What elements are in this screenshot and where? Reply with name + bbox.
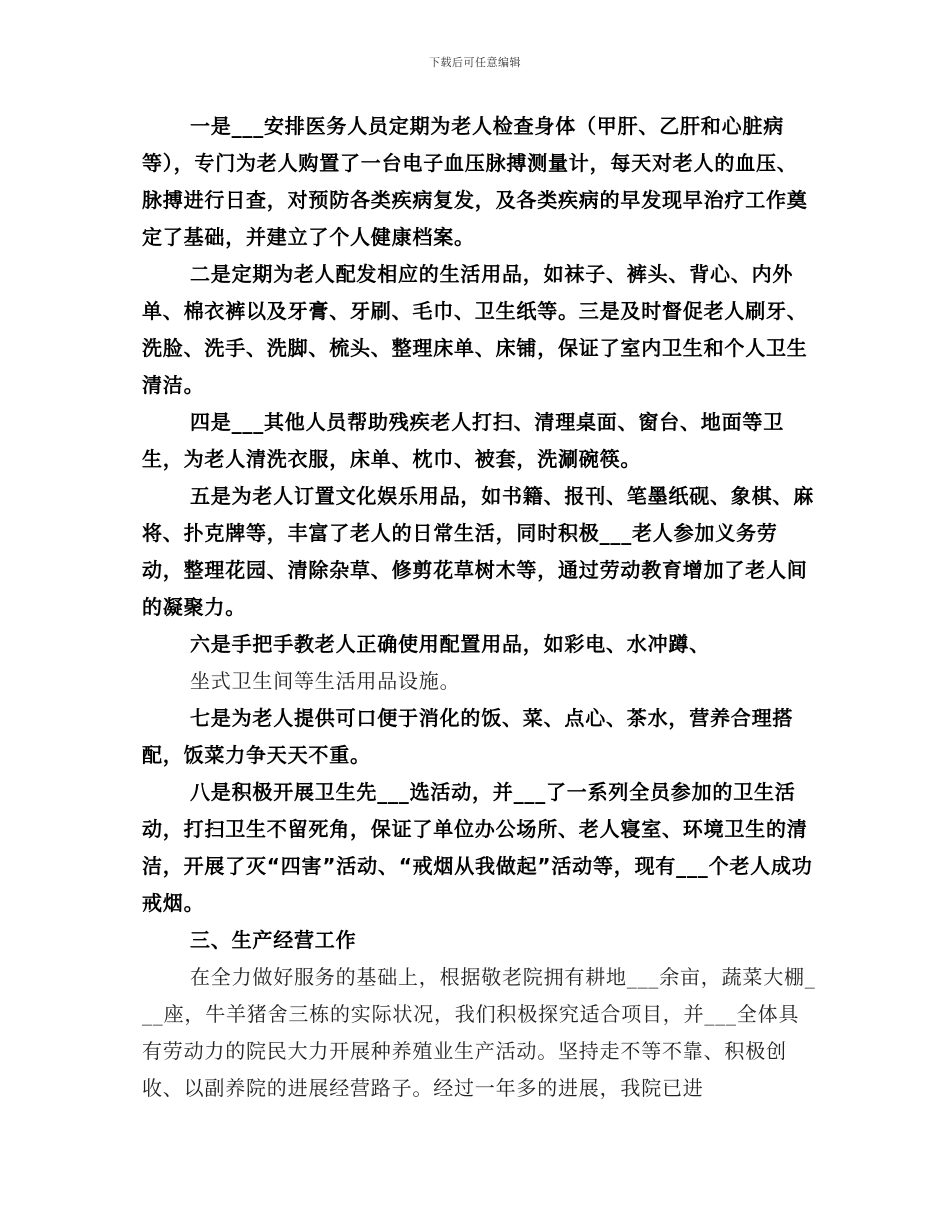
section-heading: 三、生产经营工作 (190, 928, 357, 952)
paragraph-8: 在全力做好服务的基础上，根据敬老院拥有耕地___余亩，蔬菜大棚___座，牛羊猪舍三栋的实际状况，我们积极探究适合项目，并___全体具有劳动力的院民大力开展种养殖业生产活动。坚持走不等不靠、积极创收、以副养院的进展经营路子。经过一年多的进展，我院已进 (142, 965, 816, 1100)
document-body (142, 108, 818, 1107)
paragraph-5: 六是手把手教老人正确使用配置用品，如彩电、水冲蹲、 (190, 632, 710, 656)
paragraph-5-continued: 坐式卫生间等生活用品设施。 (190, 669, 461, 693)
paragraph-1: 一是___安排医务人员定期为老人检查身体（甲肝、乙肝和心脏病等），专门为老人购置了一台电子血压脉搏测量计，每天对老人的血压、脉搏进行日查，对预防各类疾病复发，及各类疾病的早发现早治疗工作奠定了基础，并建立了个人健康档案。 (142, 114, 808, 249)
paragraph-2: 二是定期为老人配发相应的生活用品，如袜子、裤头、背心、内外单、棉衣裤以及牙膏、牙刷、毛巾、卫生纸等。三是及时督促老人刷牙、洗脸、洗手、洗脚、梳头、整理床单、床铺，保证了室内卫生和个人卫生清洁。 (142, 262, 808, 397)
paragraph-6: 七是为老人提供可口便于消化的饭、菜、点心、茶水，营养合理搭配，饭菜力争天天不重。 (142, 706, 794, 767)
paragraph-3: 四是___其他人员帮助残疾老人打扫、清理桌面、窗台、地面等卫生，为老人清洗衣服，床单、枕巾、被套，洗涮碗筷。 (142, 410, 784, 471)
paragraph-4: 五是为老人订置文化娱乐用品，如书籍、报刊、笔墨纸砚、象棋、麻将、扑克牌等，丰富了老人的日常生活，同时积极___老人参加义务劳动，整理花园、清除杂草、修剪花草树木等，通过劳动教育增加了老人间的凝聚力。 (142, 484, 814, 619)
page-header: 下载后可任意编辑 (429, 56, 521, 69)
paragraph-7: 八是积极开展卫生先___选活动，并___了一系列全员参加的卫生活动，打扫卫生不留死角，保证了单位办公场所、老人寝室、环境卫生的清洁，开展了灭“四害”活动、“戒烟从我做起”活动等，现有___个老人成功戒烟。 (142, 780, 813, 915)
